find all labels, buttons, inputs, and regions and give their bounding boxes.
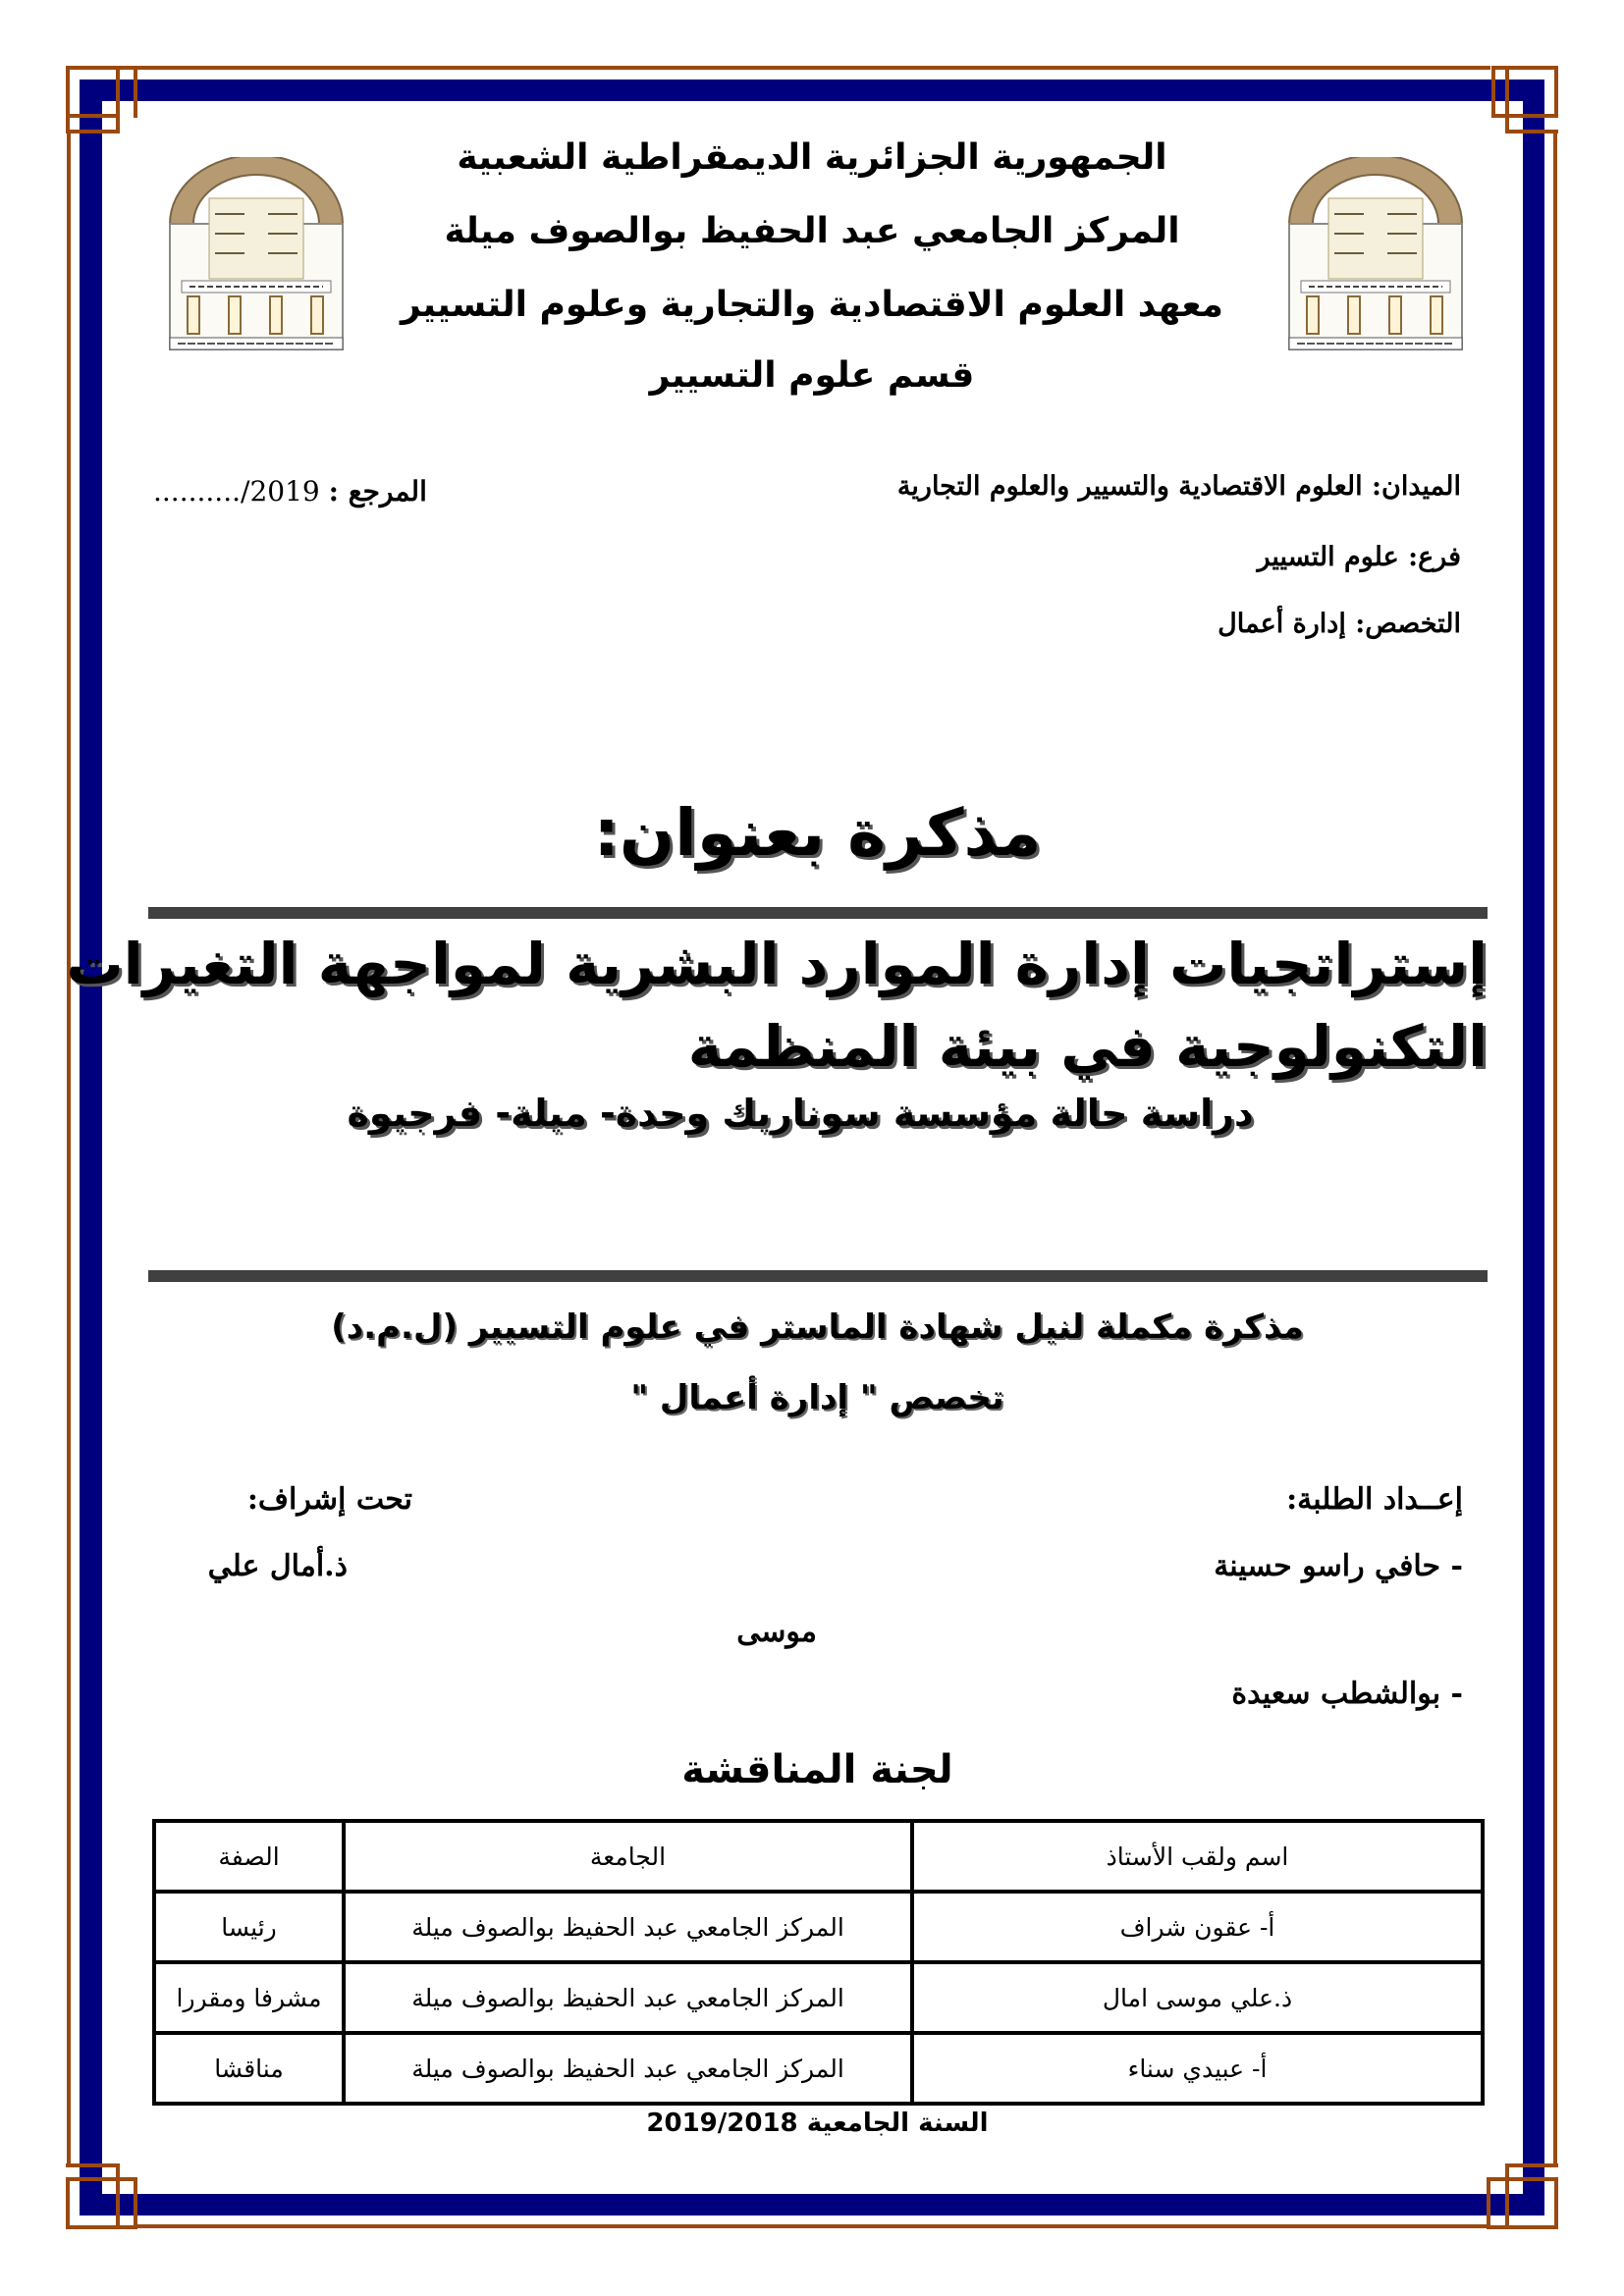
jury-member-university: المركز الجامعي عبد الحفيظ بوالصوف ميلة [344,1962,912,2033]
reference-value: ........../2019 [153,475,320,507]
supervisor-label: تحت إشراف: [246,1482,412,1517]
table-header-row [154,1821,1483,1892]
frame-line-top [134,66,1490,70]
header-republic: الجمهورية الجزائرية الديمقراطية الشعبية [457,137,1167,178]
thesis-title-line1: إستراتجيات إدارة الموارد البشرية لمواجهة التغيرات [66,931,1488,997]
table-row [154,2033,1483,2104]
supervisor-name-continued: موسى [736,1615,817,1649]
corner-square [120,66,137,118]
table-row [154,1892,1483,1962]
corner-square [66,2177,120,2229]
frame-line-left [67,130,71,2167]
student-name: - بوالشطب سعيدة [1231,1677,1463,1711]
student-name: - حافي راسو حسينة [1214,1549,1463,1583]
thesis-title-line2: التكنولوجية في بيئة المنظمة [687,1013,1488,1080]
degree-specialty: تخصص " إدارة أعمال " [630,1378,1004,1417]
jury-member-name: أ- عقون شراف [912,1892,1483,1962]
corner-square [1491,66,1509,118]
header-department: قسم علوم التسيير [649,355,975,396]
corner-square [66,2163,120,2181]
memo-label: مذكرة بعنوان: [593,795,1042,871]
divider-top [148,907,1488,919]
header-university: المركز الجامعي عبد الحفيظ بوالصوف ميلة [444,211,1180,251]
jury-member-name: أ- عبيدي سناء [912,2033,1483,2104]
jury-member-university: المركز الجامعي عبد الحفيظ بوالصوف ميلة [344,2033,912,2104]
students-label: إعــداد الطلبة: [1286,1482,1463,1517]
thesis-subtitle: دراسة حالة مؤسسة سوناريك وحدة- ميلة- فرجيوة [347,1092,1254,1135]
degree-line: مذكرة مكملة لنيل شهادة الماستر في علوم التسيير (ل.م.د) [331,1308,1304,1347]
corner-square [116,2177,137,2229]
frame-band-right [1523,80,1544,2216]
field-domain: الميدان: العلوم الاقتصادية والتسيير والعلوم التجارية [896,471,1461,502]
frame-band-bottom [80,2194,1544,2216]
jury-table [152,1819,1485,2106]
field-specialty: التخصص: إدارة أعمال [1218,609,1461,639]
supervisor-name: ذ.أمال علي [207,1549,348,1583]
corner-square [1505,2163,1558,2181]
corner-square [66,118,120,133]
column-header: الصفة [154,1821,344,1892]
university-logo-left [160,157,352,361]
column-header: الجامعة [344,1821,912,1892]
corner-square [1487,2177,1509,2229]
reference-label: المرجع : [328,475,427,507]
corner-square [1505,2177,1558,2229]
table-row [154,1962,1483,2033]
header-institute: معهد العلوم الاقتصادية والتجارية وعلوم التسيير [401,285,1223,325]
jury-member-role: رئيسا [154,1892,344,1962]
jury-title: لجنة المناقشة [681,1747,953,1792]
field-branch: فرع: علوم التسيير [1257,542,1461,572]
corner-square [66,66,120,118]
university-logo-right [1279,157,1472,361]
jury-member-name: ذ.علي موسى امال [912,1962,1483,2033]
frame-line-bottom [134,2224,1490,2228]
jury-member-role: مناقشا [154,2033,344,2104]
reference [153,475,427,507]
divider-bottom [148,1270,1488,1282]
jury-member-university: المركز الجامعي عبد الحفيظ بوالصوف ميلة [344,1892,912,1962]
academic-year: السنة الجامعية 2019/2018 [646,2109,989,2138]
corner-square [1505,114,1558,133]
frame-band-left [80,80,102,2216]
jury-member-role: مشرفا ومقررا [154,1962,344,2033]
frame-line-right [1553,130,1557,2167]
frame-band-top [80,80,1544,101]
corner-square [1505,66,1558,118]
column-header: اسم ولقب الأستاذ [912,1821,1483,1892]
